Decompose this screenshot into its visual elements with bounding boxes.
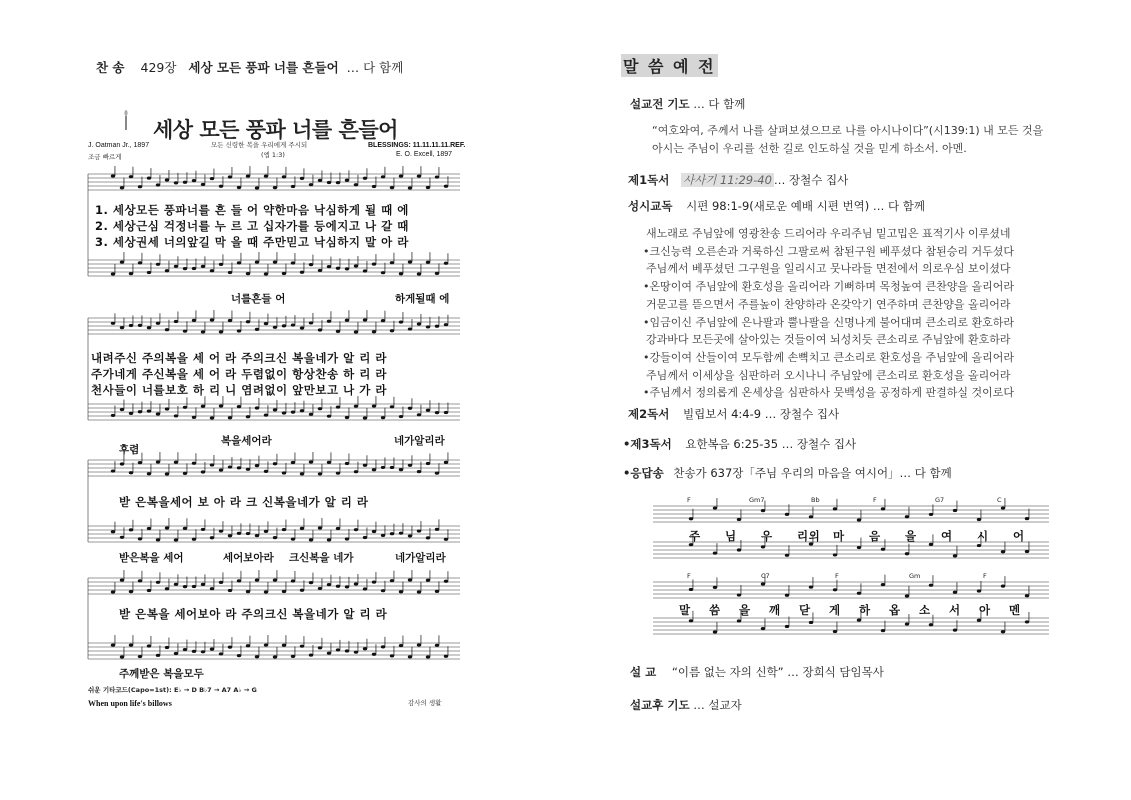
response-lyric: 리의 (797, 529, 821, 543)
response-lyric: 여 (941, 529, 953, 543)
verse2-2: 주가네게 주신복을 세 어 라 두렴없이 항상찬송 하 리 라 (91, 367, 387, 381)
response-lyric: 닫 (799, 603, 811, 617)
score-title: 세상 모든 풍파 너를 흔들어 (153, 118, 398, 142)
score-tempo: 조금 빠르게 (88, 153, 122, 161)
psalm-line: 강과바다 모든곳에 살아있는 것들이여 뇌성치듯 큰소리로 주님앞에 환호하라 (646, 333, 1011, 347)
response-lyric: 멘 (1009, 603, 1021, 617)
response-lyric: 어 (1013, 529, 1025, 543)
response-lyric: 을 (739, 603, 751, 617)
staff-lines (83, 88, 466, 718)
reading2-label: 제2독서 (628, 407, 670, 421)
response-staff (651, 494, 1051, 642)
reading1-row (628, 172, 848, 188)
response-lyric: 마 (833, 529, 845, 543)
response-label: •응답송 (623, 466, 664, 480)
hymn-number: 429장 (140, 60, 177, 75)
psalm-line: •온땅이여 주님앞에 환호성을 올리어라 기뻐하며 목청높여 큰찬양을 올리어라 (643, 280, 1014, 294)
verse2-1: 내려주신 주의복을 세 어 라 주의크신 복을네가 알 리 라 (91, 351, 387, 365)
score-meter: BLESSINGS: 11.11.11.11.REF. (368, 142, 466, 149)
under-text-3d: 네가알리라 (395, 552, 446, 564)
psalm-line: •강들이여 산들이여 모두함께 손뼉치고 큰소리로 환호성을 주님앞에 올리어라 (643, 350, 1014, 364)
psalm-line: •크신능력 오른손과 거룩하신 그팔로써 참된구원 베푸셨다 참된승리 거두셨다 (643, 244, 1014, 258)
after-prayer-suffix: … 설교자 (693, 698, 742, 712)
under-text-3b: 세어보아라 (223, 552, 274, 564)
reading2-row (628, 406, 839, 422)
verse-1: 1. 세상모든 풍파너를 흔 들 어 약한마음 낙심하게 될 때 에 (95, 203, 409, 217)
response-lyric: 시 (977, 529, 989, 543)
response-chord: Gm (909, 572, 921, 580)
sermon-row (630, 664, 884, 680)
response-chord: C7 (761, 572, 770, 580)
refrain-label: 후렴 (119, 444, 140, 456)
under-text-2a: 복을세어라 (221, 435, 272, 447)
prayer-text-2: 아시는 주님이 우리를 선한 길로 인도하실 것을 믿게 하소서. 아멘. (652, 142, 967, 155)
response-chord: Gm7 (749, 496, 765, 504)
refrain-line-2: 받 은복을 세어보아 라 주의크신 복을네가 알 리 라 (119, 607, 388, 621)
refrain-line-1: 받 은복을세어 보 아 라 크 신복을네가 알 리 라 (119, 495, 369, 509)
response-lyric: 을 (905, 529, 917, 543)
response-chord: G7 (935, 496, 945, 504)
reading3-label: •제3독서 (623, 437, 672, 451)
section-title: 말 씀 예 전 (621, 54, 718, 77)
hymn-title: 세상 모든 풍파 너를 흔들어 (188, 60, 339, 75)
sermon-label: 설 교 (630, 665, 657, 679)
response-chord: F (687, 572, 691, 580)
after-prayer-label: 설교후 기도 (630, 698, 690, 712)
score-subtitle: 모든 신령한 복을 우리에게 주시되 (211, 141, 308, 149)
response-lyric: 우 (761, 529, 773, 543)
response-row (623, 465, 952, 481)
response-lyric: 옵 (889, 603, 901, 617)
psalm-line: •주님께서 정의롭게 온세상을 심판하사 뭇백성을 공정하게 판결하실 것이로다 (643, 386, 1014, 400)
response-chord: F (983, 572, 987, 580)
response-lyric: 하 (859, 603, 871, 617)
sermon-text: “이름 없는 자의 신학” … 장희식 담임목사 (671, 665, 884, 679)
psalm-text: 시편 98:1-9(새로운 예배 시편 번역) … 다 함께 (686, 199, 925, 213)
response-chord: F (835, 572, 839, 580)
verse-3: 3. 세상권세 너의앞길 막 을 때 주만믿고 낙심하지 말 아 라 (95, 235, 409, 249)
under-text-1a: 너를흔들 어 (231, 293, 286, 305)
under-text-4: 주께받은 복을모두 (119, 668, 204, 680)
response-lyric: 게 (829, 603, 841, 617)
verse-2: 2. 세상근심 걱정너를 누 르 고 십자가를 등에지고 나 갈 때 (95, 219, 409, 233)
response-chord: F (873, 496, 877, 504)
under-text-3a: 받은복을 세어 (119, 552, 184, 564)
response-chord: F (687, 496, 691, 504)
response-lyric: 서 (949, 603, 961, 617)
psalm-line: 주님께서 이세상을 심판하러 오시나니 주님앞에 큰소리로 환호성을 올리어라 (646, 368, 1011, 382)
hymn-suffix: … 다 함께 (346, 60, 404, 75)
response-lyric: 주 (689, 529, 701, 543)
under-text-2b: 네가알리라 (394, 435, 445, 447)
prayer-label: 설교전 기도 (630, 97, 690, 111)
response-lyric: 말 (679, 603, 691, 617)
response-lyric: 음 (869, 529, 881, 543)
response-text: 찬송가 637장「주님 우리의 마음을 여시어」… 다 함께 (673, 466, 952, 480)
score-composer-right: E. O. Excell, 1897 (396, 151, 453, 158)
english-title: When upon life's billows (88, 699, 172, 708)
hymn-score (83, 88, 466, 718)
hymn-label: 찬 송 (96, 60, 125, 75)
response-lyric: 아 (979, 603, 991, 617)
response-chord: Bb (811, 496, 820, 504)
publisher: 감사의 생활 (408, 699, 442, 707)
verse2-3: 천사들이 너를보호 하 리 니 염려없이 앞만보고 나 가 라 (91, 383, 387, 397)
reading1-suffix: … 장철수 집사 (773, 173, 849, 187)
reading2-text: 빌립보서 4:4-9 … 장철수 집사 (683, 407, 840, 421)
hymn-header (96, 58, 403, 76)
prayer-text-1: “여호와여, 주께서 나를 살펴보셨으므로 나를 아시나이다”(시139:1) 내 모든 것을 (652, 124, 1044, 137)
guitar-chord-note: 쉬운 기타코드(Capo=1st): E♭ → D B♭7 → A7 A♭ → G (88, 686, 257, 694)
score-composer-left: J. Oatman Jr., 1897 (88, 142, 150, 149)
psalm-line: 새노래로 주님앞에 영광찬송 드리어라 우리주님 밑고밉은 표적기사 이루셨네 (646, 227, 1011, 240)
psalm-label: 성시교독 (628, 199, 673, 213)
reading1-ref: 사사기 11:29-40 (683, 173, 772, 187)
response-lyric: 씀 (709, 603, 721, 617)
response-score (651, 494, 1051, 642)
psalm-line: •임금이신 주님앞에 은나팔과 뿔나팔을 신명나게 불어대며 큰소리로 환호하라 (643, 315, 1014, 329)
psalm-line: 주님께서 베푸셨던 그구원을 일리시고 뭇나라들 면전에서 의로우심 보이셨다 (646, 262, 1011, 276)
reading1-label: 제1독서 (628, 173, 670, 187)
psalm-row (628, 198, 925, 214)
psalm-line: 거문고를 뜯으면서 주를높이 찬양하라 온갖악기 연주하며 큰찬양을 올리어라 (646, 297, 1011, 311)
reading3-row (623, 436, 856, 452)
prayer-suffix: … 다 함께 (693, 97, 746, 111)
response-chord: C (997, 496, 1002, 504)
reading3-text: 요한복음 6:25-35 … 장철수 집사 (685, 437, 857, 451)
score-subtitle-ref: (엡 1:3) (261, 151, 285, 159)
response-lyric: 소 (919, 603, 931, 617)
response-lyric: 깨 (769, 603, 781, 617)
under-text-3c: 크신복을 네가 (289, 552, 354, 564)
after-prayer-row (630, 697, 742, 713)
prayer-row (630, 96, 745, 112)
under-text-1b: 하게될때 에 (395, 293, 450, 305)
response-lyric: 님 (725, 529, 737, 543)
